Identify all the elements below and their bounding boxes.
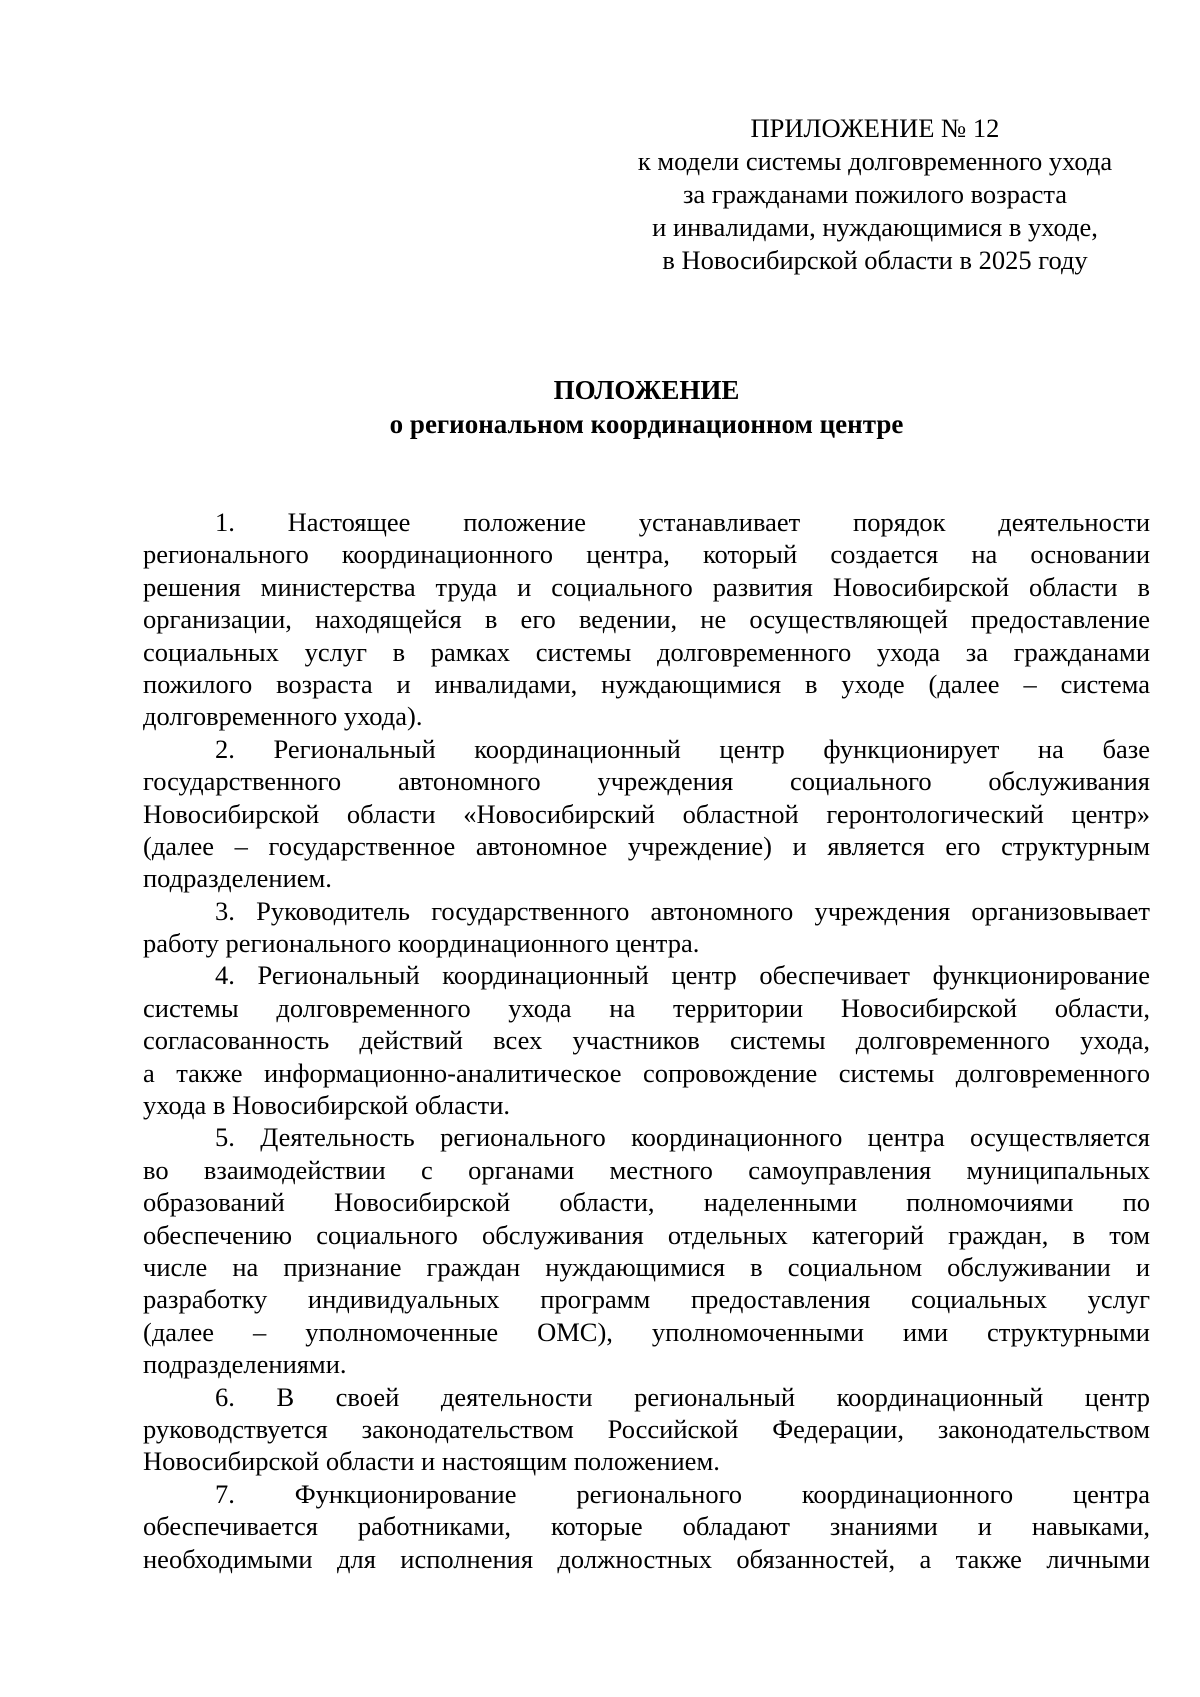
paragraph-line: числе на признание граждан нуждающимися в социальном обслуживании и [143, 1251, 1150, 1282]
paragraph-line: (далее – уполномоченные ОМС), уполномоченными ими структурными [143, 1316, 1150, 1347]
paragraph-line: 1. Настоящее положение устанавливает порядок деятельности [215, 507, 1150, 537]
paragraph-7 [143, 1478, 1150, 1575]
paragraph-line: 7. Функционирование регионального координационного центра [215, 1478, 1150, 1509]
document-title-main: ПОЛОЖЕНИЕ [553, 375, 740, 405]
paragraph-line: во взаимодействии с органами местного самоуправления муниципальных [143, 1154, 1150, 1185]
paragraph-line: решения министерства труда и социального развития Новосибирской области в [143, 571, 1150, 602]
paragraph-line: работу регионального координационного центра. [143, 928, 700, 959]
paragraph-line: 3. Руководитель государственного автономного учреждения организовывает [215, 895, 1150, 926]
paragraph-line: согласованность действий всех участников системы долговременного ухода, [143, 1025, 1150, 1056]
paragraph-line: обеспечивается работниками, которые обладают знаниями и навыками, [143, 1511, 1150, 1542]
document-body [143, 506, 1150, 1575]
document-title-sub: о региональном координационном центре [389, 409, 904, 439]
document-title [143, 373, 1150, 441]
appendix-caption-line: в Новосибирской области в 2025 году [662, 245, 1088, 275]
paragraph-line: необходимыми для исполнения должностных обязанностей, а также личными [143, 1543, 1150, 1574]
appendix-caption-line: к модели системы долговременного ухода [637, 146, 1113, 176]
paragraph-line: руководствуется законодательством Российской Федерации, законодательством [143, 1413, 1150, 1444]
paragraph-3 [143, 895, 1150, 960]
paragraph-line: долговременного ухода). [143, 701, 423, 732]
paragraph-line: социальных услуг в рамках системы долговременного ухода за гражданами [143, 636, 1150, 667]
paragraph-6 [143, 1381, 1150, 1478]
appendix-caption-line: и инвалидами, нуждающимися в уходе, [652, 212, 1098, 242]
paragraph-5 [143, 1121, 1150, 1380]
paragraph-line: разработку индивидуальных программ предоставления социальных услуг [143, 1284, 1150, 1315]
paragraph-line: 5. Деятельность регионального координационного центра осуществляется [215, 1122, 1150, 1153]
paragraph-line: Новосибирской области «Новосибирский областной геронтологический центр» [143, 798, 1150, 829]
paragraph-line: подразделениями. [143, 1349, 347, 1380]
paragraph-line: 6. В своей деятельности региональный координационный центр [215, 1381, 1150, 1412]
paragraph-line: а также информационно-аналитическое сопровождение системы долговременного [143, 1057, 1150, 1088]
paragraph-line: ухода в Новосибирской области. [143, 1090, 511, 1121]
paragraph-line: Новосибирской области и настоящим положением. [143, 1446, 720, 1477]
paragraph-1 [143, 506, 1150, 733]
paragraph-line: 2. Региональный координационный центр функционирует на базе [215, 733, 1150, 764]
appendix-caption-line: за гражданами пожилого возраста [682, 179, 1068, 209]
paragraph-line: подразделением. [143, 863, 332, 894]
paragraph-line: организации, находящейся в его ведении, не осуществляющей предоставление [143, 604, 1150, 635]
paragraph-2 [143, 733, 1150, 895]
paragraph-line: (далее – государственное автономное учреждение) и является его структурным [143, 830, 1150, 861]
paragraph-4 [143, 959, 1150, 1121]
paragraph-line: образований Новосибирской области, наделенными полномочиями по [143, 1187, 1150, 1218]
appendix-header [600, 112, 1150, 277]
paragraph-line: системы долговременного ухода на территории Новосибирской области, [143, 992, 1150, 1023]
paragraph-line: государственного автономного учреждения социального обслуживания [143, 766, 1150, 797]
paragraph-line: пожилого возраста и инвалидами, нуждающимися в уходе (далее – система [143, 668, 1150, 699]
paragraph-line: обеспечению социального обслуживания отдельных категорий граждан, в том [143, 1219, 1150, 1250]
paragraph-line: регионального координационного центра, который создается на основании [143, 539, 1150, 570]
appendix-number: ПРИЛОЖЕНИЕ № 12 [750, 113, 1000, 143]
paragraph-line: 4. Региональный координационный центр обеспечивает функционирование [215, 960, 1150, 991]
